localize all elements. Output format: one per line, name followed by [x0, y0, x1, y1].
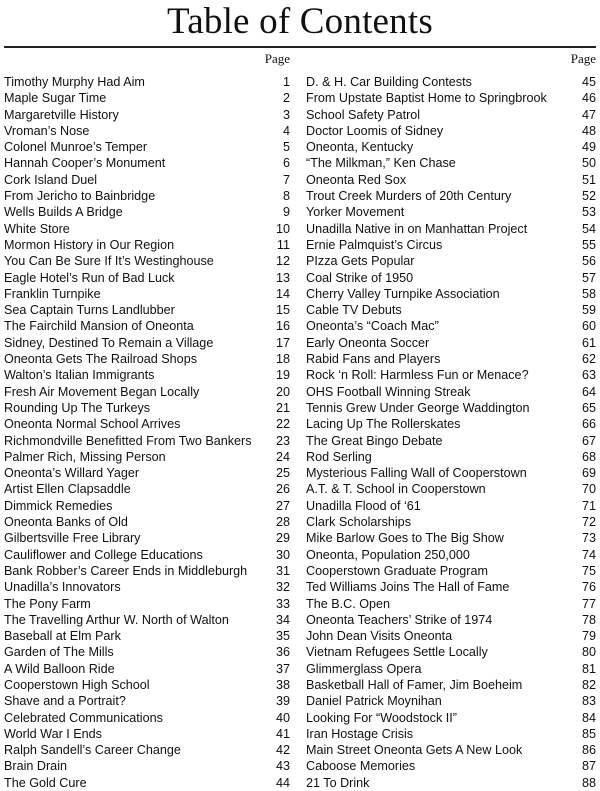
- toc-entry: [306, 530, 596, 546]
- toc-entry: [4, 449, 290, 465]
- toc-entry-page: 2: [282, 91, 290, 106]
- toc-entry-page: 7: [282, 172, 290, 187]
- toc-entry-page: 73: [581, 531, 596, 546]
- toc-entry-title: Oneonta, Kentucky: [306, 140, 414, 155]
- toc-entry-title: Vietnam Refugees Settle Locally: [306, 645, 488, 660]
- toc-entry-title: Oneonta Normal School Arrives: [4, 417, 181, 432]
- toc-entry-title: Rod Serling: [306, 449, 372, 464]
- toc-entry-page: 83: [581, 694, 596, 709]
- toc-entry: [4, 400, 290, 416]
- page-column-header: Page: [570, 51, 596, 66]
- toc-entry-title: Rounding Up The Turkeys: [4, 400, 151, 415]
- toc-entry-page: 68: [581, 449, 596, 464]
- toc-entry: [306, 758, 596, 774]
- toc-entry: [4, 775, 290, 791]
- toc-entry: [4, 514, 290, 530]
- toc-entry-title: World War I Ends: [4, 726, 102, 741]
- page-column-header: Page: [264, 51, 290, 66]
- toc-entry-page: 88: [581, 775, 596, 790]
- toc-entry: [4, 758, 290, 774]
- toc-entry-page: 85: [581, 726, 596, 741]
- toc-entry-page: 86: [581, 743, 596, 758]
- toc-entry-page: 53: [581, 205, 596, 220]
- toc-entry-page: 29: [275, 531, 290, 546]
- toc-entry: [306, 270, 596, 286]
- toc-entry-title: The Gold Cure: [4, 775, 87, 790]
- toc-entry: [306, 74, 596, 90]
- toc-entry-title: Cherry Valley Turnpike Association: [306, 286, 500, 301]
- toc-entry: [4, 628, 290, 644]
- toc-entry-title: Ernie Palmquist’s Circus: [306, 237, 443, 252]
- toc-entry-title: Trout Creek Murders of 20th Century: [306, 189, 512, 204]
- toc-entry-title: Wells Builds A Bridge: [4, 205, 123, 220]
- toc-entry: [4, 335, 290, 351]
- toc-entry: [4, 563, 290, 579]
- toc-entry-page: 72: [581, 515, 596, 530]
- toc-entry: [4, 172, 290, 188]
- toc-entry: [4, 302, 290, 318]
- toc-entry: [306, 677, 596, 693]
- toc-entry: [4, 253, 290, 269]
- toc-entry: [306, 498, 596, 514]
- toc-entry: [4, 742, 290, 758]
- toc-entry-title: Caboose Memories: [306, 759, 416, 774]
- toc-entry-page: 60: [581, 319, 596, 334]
- toc-entry-page: 33: [275, 596, 290, 611]
- toc-entry-title: Palmer Rich, Missing Person: [4, 449, 166, 464]
- toc-entry-title: Vroman’s Nose: [4, 123, 90, 138]
- toc-entry-page: 84: [581, 710, 596, 725]
- toc-entry-page: 58: [581, 286, 596, 301]
- toc-entry-page: 34: [275, 612, 290, 627]
- toc-entry: [306, 596, 596, 612]
- toc-entry: [4, 123, 290, 139]
- toc-entry-title: Walton’s Italian Immigrants: [4, 368, 155, 383]
- toc-entry-page: 31: [275, 563, 290, 578]
- toc-entry-title: Mormon History in Our Region: [4, 237, 175, 252]
- toc-entry: [4, 726, 290, 742]
- toc-entry-title: Cork Island Duel: [4, 172, 98, 187]
- toc-entry-page: 76: [581, 580, 596, 595]
- toc-entry: [306, 693, 596, 709]
- toc-entry: [4, 221, 290, 237]
- toc-entry-title: Sea Captain Turns Landlubber: [4, 303, 175, 318]
- toc-entry-page: 57: [581, 270, 596, 285]
- toc-entry-title: Gilbertsville Free Library: [4, 531, 141, 546]
- toc-entry-page: 48: [581, 123, 596, 138]
- toc-entry-page: 43: [275, 759, 290, 774]
- toc-entry: [4, 465, 290, 481]
- toc-entry-title: Unadilla Flood of ‘61: [306, 498, 421, 513]
- toc-entry: [306, 204, 596, 220]
- toc-entry-title: The Travelling Arthur W. North of Walton: [4, 612, 229, 627]
- toc-entry: [4, 318, 290, 334]
- toc-entry: [306, 514, 596, 530]
- toc-entry-page: 16: [275, 319, 290, 334]
- toc-entry-title: Hannah Cooper’s Monument: [4, 156, 166, 171]
- toc-entry-page: 63: [581, 368, 596, 383]
- toc-entry-page: 44: [275, 775, 290, 790]
- toc-entry-page: 12: [275, 254, 290, 269]
- toc-entry-title: Early Oneonta Soccer: [306, 335, 430, 350]
- toc-entry-title: Sidney, Destined To Remain a Village: [4, 335, 214, 350]
- toc-entry-title: Baseball at Elm Park: [4, 629, 121, 644]
- toc-entry-page: 5: [282, 140, 290, 155]
- toc-entry-page: 55: [581, 237, 596, 252]
- toc-entry-title: Timothy Murphy Had Aim: [4, 75, 145, 89]
- toc-entry-title: Glimmerglass Opera: [306, 661, 422, 676]
- toc-entry: [306, 367, 596, 383]
- toc-entry: [306, 563, 596, 579]
- toc-entry-page: 19: [275, 368, 290, 383]
- toc-entry-page: 26: [275, 482, 290, 497]
- toc-entry: [306, 384, 596, 400]
- toc-entry-page: 35: [275, 629, 290, 644]
- toc-entry: [306, 188, 596, 204]
- toc-entry-title: Brain Drain: [4, 759, 67, 774]
- toc-entry-title: Richmondville Benefitted From Two Bankers: [4, 433, 252, 448]
- toc-entry-page: 6: [282, 156, 290, 171]
- toc-entry-page: 61: [581, 335, 596, 350]
- toc-entry-page: 8: [282, 189, 290, 204]
- toc-entry-title: Eagle Hotel’s Run of Bad Luck: [4, 270, 175, 285]
- toc-entry: [4, 498, 290, 514]
- toc-entry-title: Oneonta Red Sox: [306, 172, 407, 187]
- toc-entry-title: Cooperstown Graduate Program: [306, 563, 489, 578]
- toc-entry-title: Shave and a Portrait?: [4, 694, 126, 709]
- toc-entry-title: Margaretville History: [4, 107, 119, 122]
- toc-entry-title: OHS Football Winning Streak: [306, 384, 471, 399]
- toc-entry-title: A.T. & T. School in Cooperstown: [306, 482, 486, 497]
- toc-entry: [306, 433, 596, 449]
- toc-entry: [306, 449, 596, 465]
- toc-entry: [306, 107, 596, 123]
- toc-entry-title: Unadilla Native in on Manhattan Project: [306, 221, 528, 236]
- toc-entry: [306, 579, 596, 595]
- toc-entry: [306, 644, 596, 660]
- toc-entry-title: Tennis Grew Under George Waddington: [306, 400, 530, 415]
- toc-entry-page: 51: [581, 172, 596, 187]
- toc-entry-title: Main Street Oneonta Gets A New Look: [306, 743, 523, 758]
- toc-entry-title: Unadilla’s Innovators: [4, 580, 121, 595]
- toc-entry: [4, 644, 290, 660]
- toc-entry-page: 80: [581, 645, 596, 660]
- toc-entry: [306, 172, 596, 188]
- toc-entry: [4, 579, 290, 595]
- toc-entry-title: “The Milkman,” Ken Chase: [306, 156, 456, 171]
- toc-entry-title: A Wild Balloon Ride: [4, 661, 115, 676]
- toc-entry-page: 1: [282, 75, 290, 89]
- toc-entry-title: Rock ‘n Roll: Harmless Fun or Menace?: [306, 368, 529, 383]
- toc-entry-page: 30: [275, 547, 290, 562]
- toc-entry-title: Lacing Up The Rollerskates: [306, 417, 461, 432]
- toc-entry-page: 49: [581, 140, 596, 155]
- toc-entry-title: Iran Hostage Crisis: [306, 726, 414, 741]
- toc-entry-page: 38: [275, 677, 290, 692]
- toc-entry: [306, 628, 596, 644]
- toc-entry: [306, 742, 596, 758]
- toc-entry: [4, 90, 290, 106]
- toc-entry-title: The Great Bingo Debate: [306, 433, 443, 448]
- toc-entry-title: The Pony Farm: [4, 596, 91, 611]
- toc-list-left: [4, 74, 290, 791]
- toc-entry-title: Colonel Munroe’s Temper: [4, 140, 148, 155]
- toc-entry: [306, 612, 596, 628]
- toc-entry-page: 74: [581, 547, 596, 562]
- toc-entry-page: 62: [581, 352, 596, 367]
- toc-entry: [4, 270, 290, 286]
- toc-entry: [4, 351, 290, 367]
- toc-entry: [4, 416, 290, 432]
- toc-entry-page: 17: [275, 335, 290, 350]
- toc-entry-page: 67: [581, 433, 596, 448]
- toc-entry: [306, 481, 596, 497]
- toc-entry-page: 32: [275, 580, 290, 595]
- toc-entry-title: Oneonta Banks of Old: [4, 515, 128, 530]
- toc-entry-page: 50: [581, 156, 596, 171]
- toc-entry-title: Artist Ellen Clapsaddle: [4, 482, 131, 497]
- toc-entry-title: Franklin Turnpike: [4, 286, 101, 301]
- toc-entry: [306, 775, 596, 791]
- toc-entry: [306, 253, 596, 269]
- toc-entry-page: 14: [275, 286, 290, 301]
- toc-entry: [4, 155, 290, 171]
- toc-entry: [4, 107, 290, 123]
- toc-entry-page: 41: [275, 726, 290, 741]
- toc-entry-page: 59: [581, 303, 596, 318]
- toc-entry-page: 10: [275, 221, 290, 236]
- toc-entry-title: Oneonta’s Willard Yager: [4, 466, 140, 481]
- toc-entry-page: 71: [581, 498, 596, 513]
- toc-entry-title: Dimmick Remedies: [4, 498, 113, 513]
- toc-entry: [4, 661, 290, 677]
- toc-entry: [4, 710, 290, 726]
- toc-entry-page: 45: [581, 75, 596, 89]
- toc-entry-title: Oneonta, Population 250,000: [306, 547, 470, 562]
- toc-entry-page: 3: [282, 107, 290, 122]
- toc-entry-title: Bank Robber’s Career Ends in Middleburgh: [4, 563, 248, 578]
- toc-entry-page: 56: [581, 254, 596, 269]
- toc-entry: [306, 139, 596, 155]
- toc-entry: [4, 481, 290, 497]
- toc-entry-title: Celebrated Communications: [4, 710, 163, 725]
- toc-entry: [4, 530, 290, 546]
- toc-entry-title: Mysterious Falling Wall of Cooperstown: [306, 466, 527, 481]
- toc-entry-page: 18: [275, 352, 290, 367]
- toc-entry-page: 64: [581, 384, 596, 399]
- toc-entry-title: Coal Strike of 1950: [306, 270, 414, 285]
- toc-entry: [306, 123, 596, 139]
- toc-entry-title: You Can Be Sure If It’s Westinghouse: [4, 254, 214, 269]
- toc-entry: [306, 335, 596, 351]
- toc-entry: [306, 90, 596, 106]
- toc-entry-title: Garden of The Mills: [4, 645, 114, 660]
- toc-entry-title: The Fairchild Mansion of Oneonta: [4, 319, 194, 334]
- toc-entry-page: 82: [581, 677, 596, 692]
- toc-entry-page: 23: [275, 433, 290, 448]
- toc-entry-title: Oneonta Teachers’ Strike of 1974: [306, 612, 493, 627]
- toc-entry-page: 9: [282, 205, 290, 220]
- toc-entry: [4, 433, 290, 449]
- toc-entry-title: 21 To Drink: [306, 775, 370, 790]
- toc-entry-title: Cauliflower and College Educations: [4, 547, 203, 562]
- toc-entry-page: 15: [275, 303, 290, 318]
- toc-entry-page: 65: [581, 400, 596, 415]
- toc-entry-page: 70: [581, 482, 596, 497]
- toc-entry: [306, 465, 596, 481]
- toc-entry-title: Ralph Sandell’s Career Change: [4, 743, 181, 758]
- title-divider: [4, 46, 596, 48]
- toc-entry-page: 54: [581, 221, 596, 236]
- toc-entry: [4, 367, 290, 383]
- toc-list-right: [306, 74, 596, 791]
- toc-entry-title: Yorker Movement: [306, 205, 405, 220]
- toc-entry-page: 46: [581, 91, 596, 106]
- toc-entry: [306, 221, 596, 237]
- toc-entry-title: From Jericho to Bainbridge: [4, 189, 156, 204]
- toc-entry-page: 47: [581, 107, 596, 122]
- toc-entry: [306, 661, 596, 677]
- page-title: Table of Contents: [167, 1, 433, 42]
- toc-entry: [306, 416, 596, 432]
- toc-entry: [306, 302, 596, 318]
- toc-entry: [306, 400, 596, 416]
- toc-entry-title: Rabid Fans and Players: [306, 352, 441, 367]
- toc-entry-title: Clark Scholarships: [306, 515, 411, 530]
- toc-entry-page: 79: [581, 629, 596, 644]
- toc-entry-page: 11: [276, 237, 290, 252]
- toc-entry-page: 4: [282, 123, 290, 138]
- toc-entry-title: Mike Barlow Goes to The Big Show: [306, 531, 504, 546]
- toc-entry-page: 87: [581, 759, 596, 774]
- toc-entry-title: Cooperstown High School: [4, 677, 150, 692]
- toc-entry: [4, 74, 290, 90]
- toc-entry: [4, 188, 290, 204]
- toc-entry-title: John Dean Visits Oneonta: [306, 629, 453, 644]
- toc-entry-page: 39: [275, 694, 290, 709]
- toc-entry-page: 27: [275, 498, 290, 513]
- toc-entry: [4, 596, 290, 612]
- toc-entry-title: Cable TV Debuts: [306, 303, 402, 318]
- toc-entry-page: 25: [275, 466, 290, 481]
- toc-entry-title: Looking For “Woodstock II”: [306, 710, 457, 725]
- toc-entry-page: 28: [275, 515, 290, 530]
- toc-entry-page: 69: [581, 466, 596, 481]
- toc-entry-page: 37: [275, 661, 290, 676]
- toc-entry-page: 75: [581, 563, 596, 578]
- toc-entry: [4, 286, 290, 302]
- toc-entry-page: 20: [275, 384, 290, 399]
- toc-entry-title: Oneonta Gets The Railroad Shops: [4, 352, 197, 367]
- toc-entry-page: 78: [581, 612, 596, 627]
- toc-entry: [306, 237, 596, 253]
- toc-entry: [306, 286, 596, 302]
- toc-entry-title: School Safety Patrol: [306, 107, 421, 122]
- toc-entry-page: 36: [275, 645, 290, 660]
- toc-entry-title: From Upstate Baptist Home to Springbrook: [306, 91, 547, 106]
- toc-entry-title: Basketball Hall of Famer, Jim Boeheim: [306, 677, 523, 692]
- toc-entry-page: 42: [275, 743, 290, 758]
- toc-entry-title: Ted Williams Joins The Hall of Fame: [306, 580, 510, 595]
- toc-entry-title: D. & H. Car Building Contests: [306, 75, 472, 89]
- toc-entry: [4, 612, 290, 628]
- toc-entry-page: 22: [275, 417, 290, 432]
- toc-entry-title: Oneonta’s “Coach Mac”: [306, 319, 439, 334]
- toc-entry: [4, 204, 290, 220]
- toc-entry: [306, 351, 596, 367]
- toc-entry-page: 13: [275, 270, 290, 285]
- toc-entry-title: Daniel Patrick Moynihan: [306, 694, 442, 709]
- toc-entry: [306, 726, 596, 742]
- toc-entry-page: 40: [275, 710, 290, 725]
- toc-entry: [4, 547, 290, 563]
- toc-entry-page: 77: [581, 596, 596, 611]
- toc-entry: [4, 139, 290, 155]
- toc-entry: [306, 547, 596, 563]
- toc-entry: [306, 710, 596, 726]
- toc-entry-page: 52: [581, 189, 596, 204]
- toc-entry-page: 81: [581, 661, 596, 676]
- toc-entry-title: The B.C. Open: [306, 596, 390, 611]
- toc-entry-title: PIzza Gets Popular: [306, 254, 415, 269]
- toc-entry-title: White Store: [4, 221, 70, 236]
- toc-entry-page: 66: [581, 417, 596, 432]
- toc-entry: [306, 318, 596, 334]
- toc-entry-title: Doctor Loomis of Sidney: [306, 123, 444, 138]
- toc-entry: [306, 155, 596, 171]
- toc-entry-page: 24: [275, 449, 290, 464]
- toc-entry: [4, 693, 290, 709]
- toc-entry: [4, 237, 290, 253]
- toc-entry: [4, 384, 290, 400]
- toc-entry-title: Fresh Air Movement Began Locally: [4, 384, 200, 399]
- toc-entry: [4, 677, 290, 693]
- toc-entry-page: 21: [275, 400, 290, 415]
- toc-entry-title: Maple Sugar Time: [4, 91, 107, 106]
